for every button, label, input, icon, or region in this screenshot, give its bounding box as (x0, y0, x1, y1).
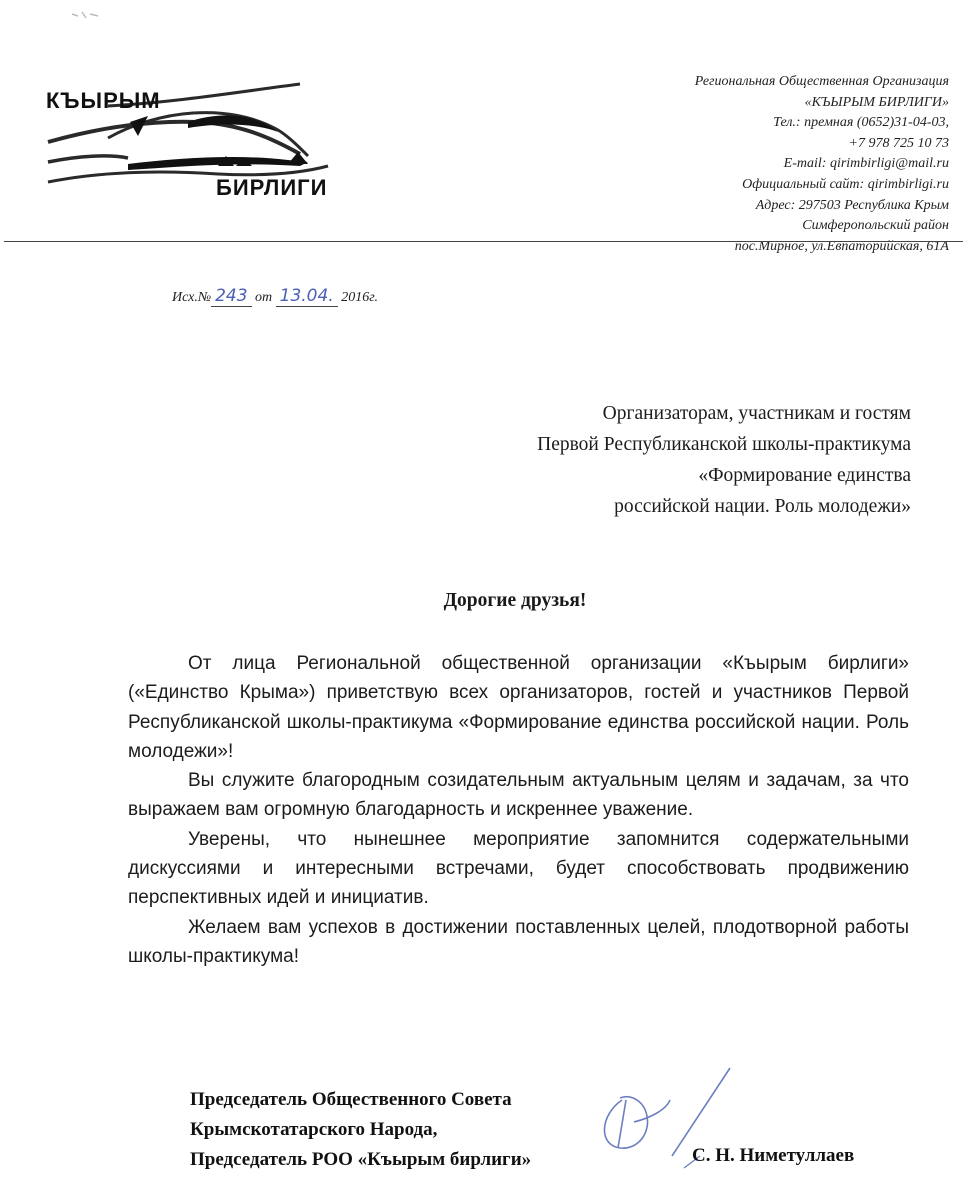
addressee-line: «Формирование единства (698, 465, 911, 486)
logo-word-top: КЪЫРЫМ (46, 88, 161, 113)
organization-contact-block (589, 72, 949, 257)
outgoing-handwritten-number: 243 (211, 286, 251, 307)
outgoing-handwritten-date: 13.04. (276, 286, 338, 307)
header-line: Официальный сайт: qirimbirligi.ru (742, 176, 949, 192)
outgoing-prefix: Исх.№ (172, 290, 212, 305)
header-line: E-mail: qirimbirligi@mail.ru (783, 156, 949, 172)
header-line: «КЪЫРЫМ БИРЛИГИ» (804, 94, 949, 110)
header-line: Региональная Общественная Организация (694, 74, 949, 89)
header-line: Тел.: премная (0652)31-04-03, (773, 115, 949, 131)
outgoing-year: 2016г. (341, 290, 378, 305)
body-paragraph: Уверены, что нынешнее мероприятие запомнится содержательными дискуссиями и интересными встречами, будет способствовать продвижению перспективных идей и инициатив. (128, 828, 909, 909)
header-line: Симферопольский район (802, 218, 949, 234)
addressee-block (431, 398, 911, 522)
greeting-heading: Дорогие друзья! (443, 590, 587, 611)
addressee-line: Организаторам, участникам и гостям (602, 403, 911, 424)
body-paragraph: Вы служите благородным созидательным актуальным целям и задачам, за что выражаем вам огромную благодарность и искреннее уважение. (128, 770, 909, 821)
signatory-title-line: Председатель Общественного Совета (190, 1089, 512, 1110)
signatory-title-line: Председатель РОО «Къырым бирлиги» (190, 1149, 532, 1170)
logo-word-bottom: БИРЛИГИ (216, 175, 328, 200)
header-divider (4, 241, 963, 242)
addressee-line: российской нации. Роль молодежи» (614, 496, 911, 517)
outgoing-from-label: от (255, 290, 273, 305)
outgoing-number (172, 286, 378, 307)
signatory-title-line: Крымскотатарского Народа, (190, 1119, 438, 1140)
body-paragraph: Желаем вам успехов в достижении поставленных целей, плодотворной работы школы-практикума! (128, 916, 909, 967)
body-paragraph: От лица Региональной общественной организации «Къырым бирлиги» («Единство Крыма») приветствую всех организаторов, гостей и участников Первой Республиканской школы-практикума «Формирование единства российской нации. Роль молодежи»! (128, 653, 909, 762)
header-line: +7 978 725 10 73 (848, 135, 949, 151)
signatory-name: С. Н. Ниметуллаев (692, 1145, 855, 1166)
header-line: Адрес: 297503 Республика Крым (755, 197, 949, 213)
header-line: пос.Мирное, ул.Евпаторийская, 61А (734, 238, 949, 254)
signatory-titles (190, 1085, 531, 1175)
letter-body (128, 649, 909, 971)
addressee-line: Первой Республиканской школы-практикума (537, 434, 911, 455)
organization-logo (38, 62, 348, 212)
scan-speck-icon (68, 4, 108, 24)
